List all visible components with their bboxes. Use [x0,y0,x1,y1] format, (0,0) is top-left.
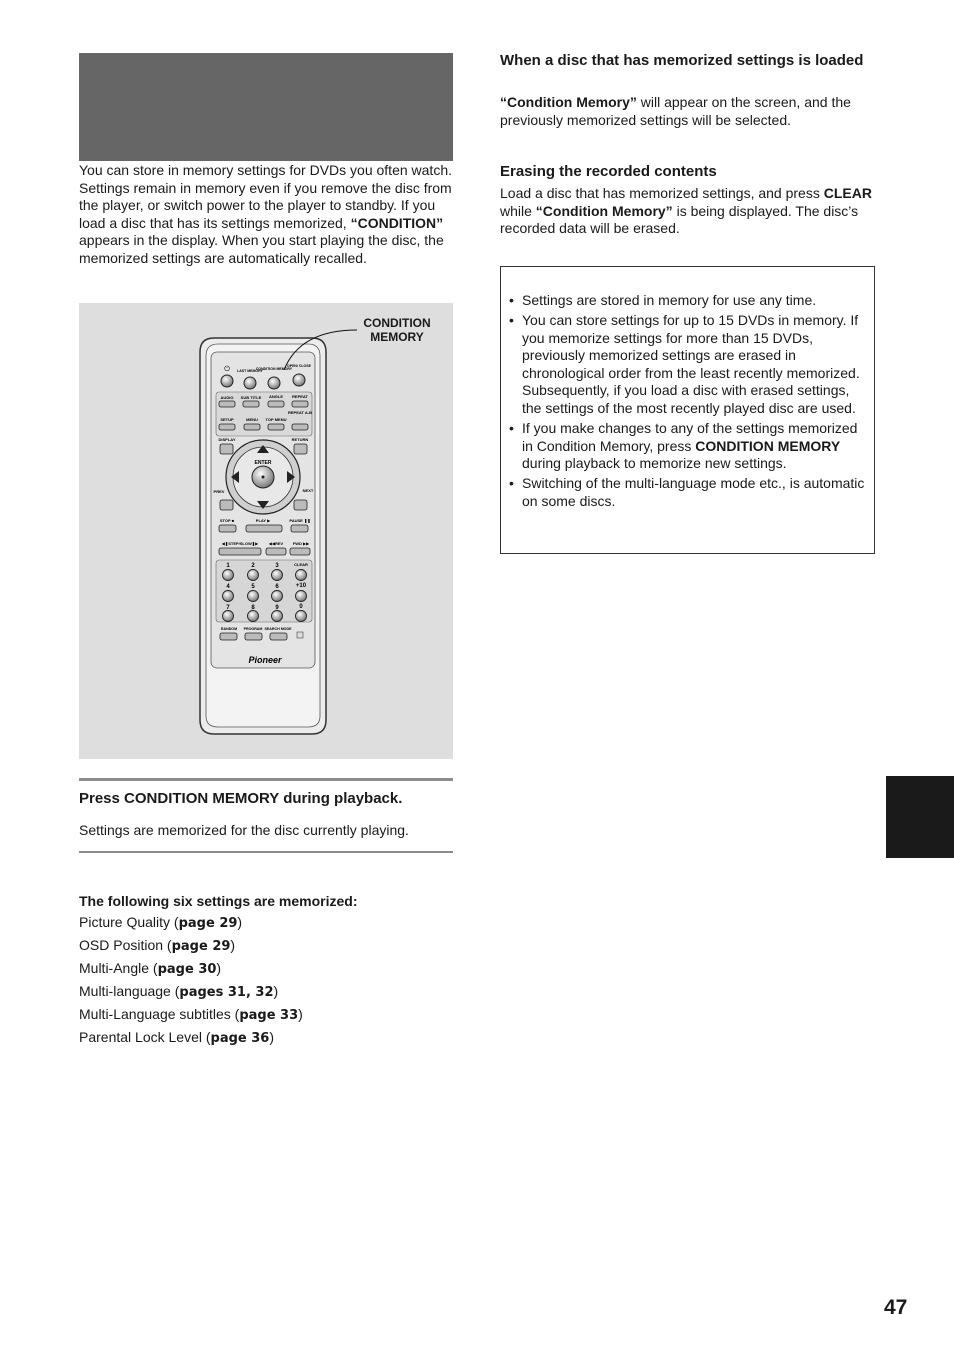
subtitle-label: SUB TITLE [240,395,262,400]
loaded-heading: When a disc that has memorized settings is loaded [500,52,864,69]
search-mode-label: SEARCH MODE [264,627,292,631]
condition-memory-label: CONDITION MEMORY [255,367,293,371]
digit-2-button[interactable] [248,570,259,581]
step-title: Press CONDITION MEMORY during playback. [79,790,403,807]
rev-label: ◀◀REV [268,541,284,546]
memorized-settings-heading: The following six settings are memorized: [79,893,358,909]
digit-0-button[interactable] [296,611,307,622]
plus10-button[interactable] [296,591,307,602]
memorized-settings-list [79,912,303,1050]
digit-8-button[interactable] [248,611,259,622]
erasing-paragraph: Load a disc that has memorized settings, and press CLEAR while “Condition Memory” is being displayed. The disc’s recorded data will be erased. [500,185,872,237]
audio-button[interactable] [219,401,235,407]
random-button[interactable] [220,633,237,640]
setup-button[interactable] [219,424,235,430]
digit-1-button[interactable] [223,570,234,581]
program-button[interactable] [245,633,262,640]
step-description: Settings are memorized for the disc currently playing. [79,822,409,838]
angle-label: ANGLE [269,394,283,399]
pioneer-logo: Pioneer [248,655,282,665]
list-item: Multi-Angle (page 30) [79,960,222,977]
prev-button[interactable] [220,500,233,510]
digit-5-button[interactable] [248,591,259,602]
digit-5-label: 5 [251,584,255,590]
list-item: OSD Position (page 29) [79,937,236,954]
play-label: PLAY ▶ [255,518,271,523]
open-close-button[interactable] [293,374,305,386]
power-button[interactable] [221,375,233,387]
digit-4-button[interactable] [223,591,234,602]
list-item: • Settings are stored in memory for use any time. [509,292,817,308]
step-slow-button[interactable] [219,548,261,555]
pause-button[interactable] [291,525,308,532]
ir-window-icon [297,632,303,638]
digit-9-label: 9 [275,605,279,611]
next-label: NEXT [302,488,314,493]
setup-label: SETUP [220,417,234,422]
loaded-paragraph: “Condition Memory” will appear on the screen, and the previously memorized settings will be selected. [500,94,851,128]
erasing-heading: Erasing the recorded contents [500,163,717,180]
random-label: RANDOM [220,627,238,631]
digit-3-button[interactable] [272,570,283,581]
step-slow-label: ◀❚STEP/SLOW❚▶ [221,541,259,546]
open-close-label: OPEN/ CLOSE [287,364,311,368]
power-icon: ⏻ [224,365,230,373]
repeat-button[interactable] [292,401,308,407]
page-number: 47 [884,1296,908,1319]
angle-button[interactable] [268,401,284,407]
enter-label: ENTER [254,460,272,466]
repeat-ab-button[interactable] [292,424,308,430]
display-label: DISPLAY [218,437,236,442]
digit-8-label: 8 [251,605,255,611]
repeat-label: REPEAT [292,394,308,399]
digit-7-button[interactable] [223,611,234,622]
fwd-label: FWD ▶▶ [292,541,310,546]
list-item: Parental Lock Level (page 36) [79,1029,275,1046]
step-rule-top [79,778,453,781]
fwd-button[interactable] [290,548,310,555]
menu-button[interactable] [244,424,260,430]
digit-9-button[interactable] [272,611,283,622]
audio-label: AUDIO [220,395,234,400]
digit-0-label: 0 [299,604,303,610]
list-item: Multi-Language subtitles (page 33) [79,1006,303,1023]
list-item: • You can store settings for up to 15 DVDs in memory. If you memorize settings for more than 15 DVDs, previously memorized settings are erased in chronological order from the least recently memorized. Subsequently, if you load a disc with erased settings, the settings of the most recently played disc are used. [509,311,860,416]
condition-memory-button[interactable] [268,377,280,389]
pause-label: PAUSE ❚❚ [289,518,311,523]
next-button[interactable] [294,500,307,510]
program-label: PROGRAM [243,627,263,631]
search-mode-button[interactable] [270,633,287,640]
stop-label: STOP ■ [219,518,235,523]
list-item: • Switching of the multi-language mode etc., is automatic on some discs. [509,475,865,509]
return-label: RETURN [291,437,309,442]
last-memory-button[interactable] [244,377,256,389]
prev-label: PREV [213,489,225,494]
digit-4-label: 4 [226,584,230,590]
list-item: Multi-language (pages 31, 32) [79,983,279,1000]
top-menu-button[interactable] [268,424,284,430]
notes-box [500,266,875,554]
last-memory-label: LAST MEMORY [237,369,263,373]
digit-6-label: 6 [275,584,279,590]
subtitle-button[interactable] [243,401,259,407]
play-button[interactable] [246,525,282,532]
repeat-ab-label: REPEAT A-B [288,410,312,415]
plus10-label: +10 [295,583,307,589]
clear-button[interactable] [296,570,307,581]
intro-paragraph: You can store in memory settings for DVDs you often watch. Settings remain in memory even if you remove the disc from the player, or switch power to the player to standby. If you load a disc that has its settings memorized, “CONDITION” appears in the display. When you start playing the disc, the memorized settings are automatically recalled. [79,162,452,266]
top-menu-label: TOP MENU [265,417,287,422]
clear-label: CLEAR [294,562,308,567]
digit-2-label: 2 [251,563,255,569]
rev-button[interactable] [266,548,286,555]
condition-memory-callout: CONDITION MEMORY [363,316,431,344]
list-item: Picture Quality (page 29) [79,914,243,931]
digit-3-label: 3 [275,563,279,569]
chapter-side-tab [886,776,954,858]
display-button[interactable] [220,444,233,454]
stop-button[interactable] [219,525,236,532]
digit-7-label: 7 [226,605,230,611]
digit-6-button[interactable] [272,591,283,602]
digit-1-label: 1 [226,563,230,569]
step-rule-bottom [79,851,453,853]
menu-label: MENU [246,417,258,422]
return-button[interactable] [294,444,307,454]
list-item: • If you make changes to any of the settings memorized in Condition Memory, press CONDITION MEMORY during playback to memorize new settings. [509,419,858,472]
